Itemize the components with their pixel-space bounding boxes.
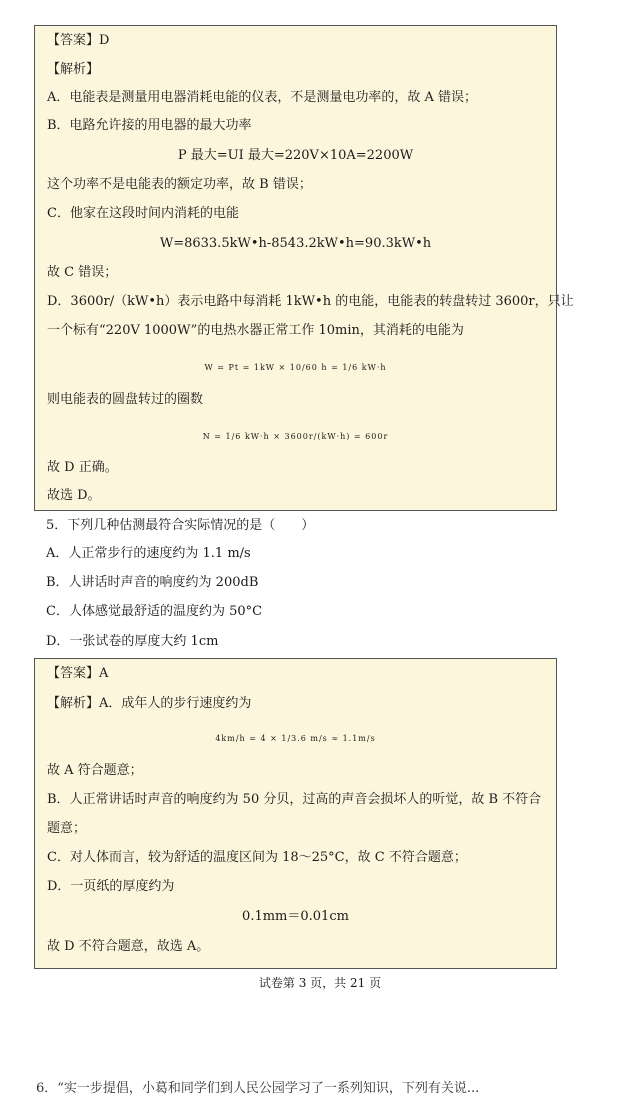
analysis-b-conclusion: 这个功率不是电能表的额定功率，故 B 错误； bbox=[47, 177, 312, 192]
analysis-b: B．电路允许接的用电器的最大功率 bbox=[47, 118, 252, 133]
analysis-c: C．对人体而言，较为舒适的温度区间为 18～25°C，故 C 不符合题意； bbox=[47, 850, 467, 865]
analysis-c-conclusion: 故 C 错误； bbox=[47, 265, 118, 280]
analysis-a: A．电能表是测量用电器消耗电能的仪表，不是测量电功率的，故 A 错误； bbox=[47, 90, 478, 105]
analysis-d: D．一页纸的厚度约为 bbox=[47, 879, 175, 894]
formula-max-power: P 最大=UI 最大=220V×10A=2200W bbox=[177, 148, 414, 163]
option-d: D．一张试卷的厚度大约 1cm bbox=[46, 634, 219, 649]
answer-label: 【答案】A bbox=[47, 666, 109, 681]
analysis-a-conclusion: 故 A 符合题意； bbox=[47, 763, 143, 778]
answer-label: 【答案】D bbox=[47, 33, 110, 48]
option-a: A．人正常步行的速度约为 1.1 m/s bbox=[46, 546, 251, 561]
analysis-d-conclusion: 故 D 正确。 bbox=[47, 460, 118, 475]
next-question-cut: 6．“实一步提倡，小葛和同学们到人民公园学习了一系列知识，下列有关说... bbox=[36, 1081, 480, 1096]
option-c: C．人体感觉最舒适的温度约为 50°C bbox=[46, 604, 263, 619]
formula-speed: 4km/h = 4 × 1/3.6 m/s ≈ 1.1m/s bbox=[215, 734, 376, 743]
answer-box-q4 bbox=[34, 25, 574, 511]
page-footer: 试卷第 3 页，共 21 页 bbox=[258, 976, 382, 990]
option-b: B．人讲话时声音的响度约为 200dB bbox=[46, 575, 259, 590]
formula-energy: W=8633.5kW•h-8543.2kW•h=90.3kW•h bbox=[159, 236, 432, 251]
formula-heater-energy: W = Pt = 1kW × 10/60 h = 1/6 kW·h bbox=[204, 363, 387, 372]
analysis-b-line2: 题意； bbox=[47, 821, 87, 836]
analysis-conclusion: 故 D 不符合题意，故选 A。 bbox=[47, 939, 210, 954]
analysis-label: 【解析】 bbox=[47, 62, 100, 77]
formula-thickness: 0.1mm＝0.01cm bbox=[242, 909, 349, 924]
analysis-c: C．他家在这段时间内消耗的电能 bbox=[47, 206, 239, 221]
formula-turns: N = 1/6 kW·h × 3600r/(kW·h) = 600r bbox=[202, 432, 389, 441]
question-stem: 5．下列几种估测最符合实际情况的是（ ） bbox=[46, 518, 315, 533]
analysis-d-line2: 一个标有“220V 1000W”的电热水器正常工作 10min，其消耗的电能为 bbox=[47, 323, 464, 338]
analysis-d-line1: D．3600r/（kW•h）表示电路中每消耗 1kW•h 的电能，电能表的转盘转过 3600r，只让 bbox=[47, 294, 574, 309]
analysis-b-line1: B．人正常讲话时声音的响度约为 50 分贝，过高的声音会损坏人的听觉，故 B 不符合 bbox=[47, 792, 542, 807]
analysis-a: 【解析】A．成年人的步行速度约为 bbox=[47, 696, 252, 711]
choose-answer: 故选 D。 bbox=[47, 488, 101, 503]
answer-box-q5 bbox=[34, 658, 557, 969]
analysis-d-turns: 则电能表的圆盘转过的圈数 bbox=[47, 392, 204, 407]
